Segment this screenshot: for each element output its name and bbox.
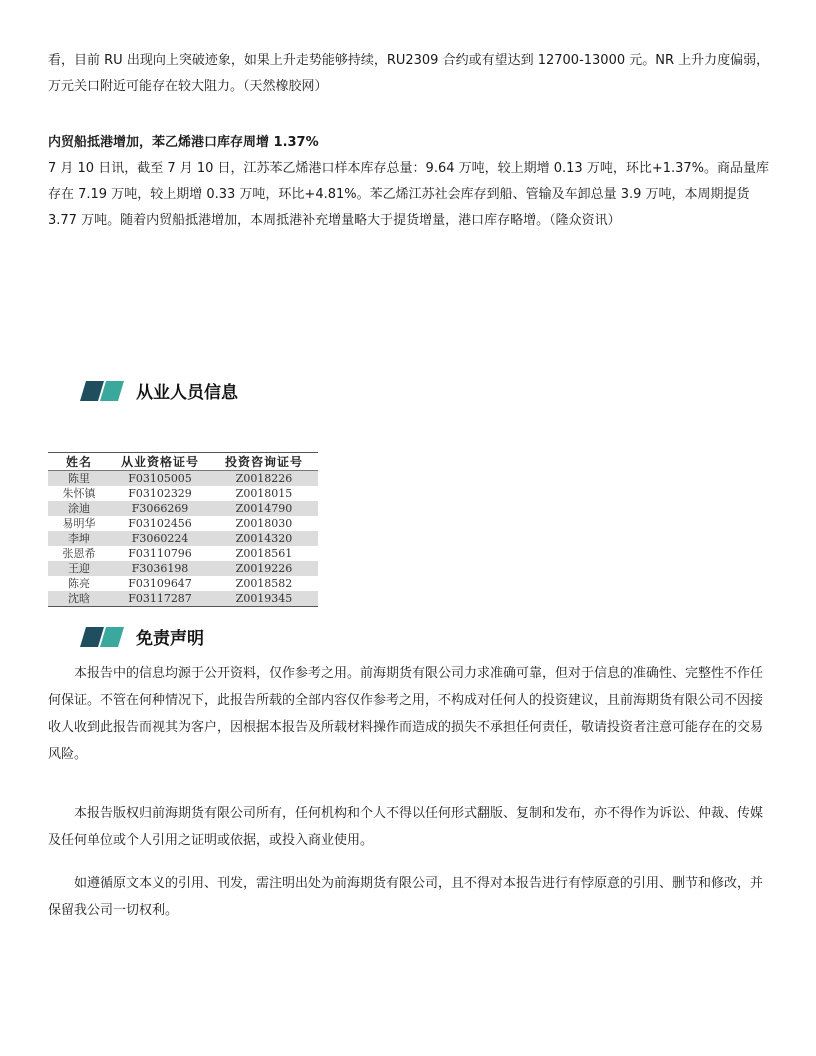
section-marker-icon [80, 381, 124, 401]
staff-name: 李坤 [48, 531, 110, 546]
staff-name: 张恩希 [48, 546, 110, 561]
staff-name: 陈亮 [48, 576, 110, 591]
advisory-number: Z0019226 [210, 561, 318, 576]
staff-name: 沈晗 [48, 591, 110, 607]
advisory-number: Z0018226 [210, 471, 318, 487]
qualification-number: F03105005 [110, 471, 210, 487]
disclaimer-section-header [80, 624, 204, 649]
table-row [48, 516, 318, 531]
staff-name: 王迎 [48, 561, 110, 576]
disclaimer-section-title: 免责声明 [136, 629, 204, 649]
table-row [48, 486, 318, 501]
copyright-paragraph: 本报告版权归前海期货有限公司所有，任何机构和个人不得以任何形式翻版、复制和发布，亦不得作为诉讼、仲裁、传媒及任何单位或个人引用之证明或依据，或投入商业使用。 [48, 806, 764, 848]
staff-name: 朱怀镇 [48, 486, 110, 501]
qualification-number: F03102456 [110, 516, 210, 531]
advisory-number: Z0014320 [210, 531, 318, 546]
table-row [48, 531, 318, 546]
column-header-advisory: 投资咨询证号 [210, 453, 318, 471]
staff-name: 易明华 [48, 516, 110, 531]
qualification-number: F3060224 [110, 531, 210, 546]
citation-paragraph: 如遵循原文本义的引用、刊发，需注明出处为前海期货有限公司，且不得对本报告进行有悖原意的引用、删节和修改，并保留我公司一切权利。 [48, 876, 764, 918]
styrene-news-headline: 内贸船抵港增加，苯乙烯港口库存周增 1.37% [48, 135, 319, 150]
qualification-number: F03102329 [110, 486, 210, 501]
table-row [48, 591, 318, 607]
staff-table-header-row [48, 453, 318, 471]
table-row [48, 501, 318, 516]
staff-name: 涂迪 [48, 501, 110, 516]
advisory-number: Z0018015 [210, 486, 318, 501]
table-row [48, 546, 318, 561]
staff-table [48, 452, 318, 607]
advisory-number: Z0019345 [210, 591, 318, 607]
table-row [48, 576, 318, 591]
rubber-market-paragraph: 看，目前 RU 出现向上突破迹象，如果上升走势能够持续，RU2309 合约或有望达到 12700-13000 元。NR 上升力度偏弱，万元关口附近可能存在较大阻力。（天然橡胶网） [48, 53, 770, 94]
advisory-number: Z0018561 [210, 546, 318, 561]
qualification-number: F03109647 [110, 576, 210, 591]
styrene-news-body: 7 月 10 日讯，截至 7 月 10 日，江苏苯乙烯港口样本库存总量：9.64 万吨，较上期增 0.13 万吨，环比+1.37%。商品量库存在 7.19 万吨，较上期增 0.33 万吨，环比+4.81%。苯乙烯江苏社会库存到船、管输及车卸总量 3.9 万吨，本周期提货 3.77 万吨。随着内贸船抵港增加，本周抵港补充增量略大于提货增量，港口库存略增。（隆众资讯） [48, 161, 770, 228]
disclaimer-paragraph: 本报告中的信息均源于公开资料，仅作参考之用。前海期货有限公司力求准确可靠，但对于信息的准确性、完整性不作任何保证。不管在何种情况下，此报告所载的全部内容仅作参考之用，不构成对任何人的投资建议，且前海期货有限公司不因接收人收到此报告而视其为客户，因根据本报告及所载材料操作而造成的损失不承担任何责任，敬请投资者注意可能存在的交易风险。 [48, 666, 764, 762]
column-header-qualification: 从业资格证号 [110, 453, 210, 471]
advisory-number: Z0018030 [210, 516, 318, 531]
qualification-number: F3066269 [110, 501, 210, 516]
staff-name: 陈里 [48, 471, 110, 487]
qualification-number: F03110796 [110, 546, 210, 561]
qualification-number: F03117287 [110, 591, 210, 607]
advisory-number: Z0014790 [210, 501, 318, 516]
table-row [48, 471, 318, 487]
qualification-number: F3036198 [110, 561, 210, 576]
section-marker-icon [80, 627, 124, 647]
advisory-number: Z0018582 [210, 576, 318, 591]
staff-section-title: 从业人员信息 [136, 383, 238, 403]
column-header-name: 姓名 [48, 453, 110, 471]
table-row [48, 561, 318, 576]
staff-section-header [80, 378, 238, 403]
